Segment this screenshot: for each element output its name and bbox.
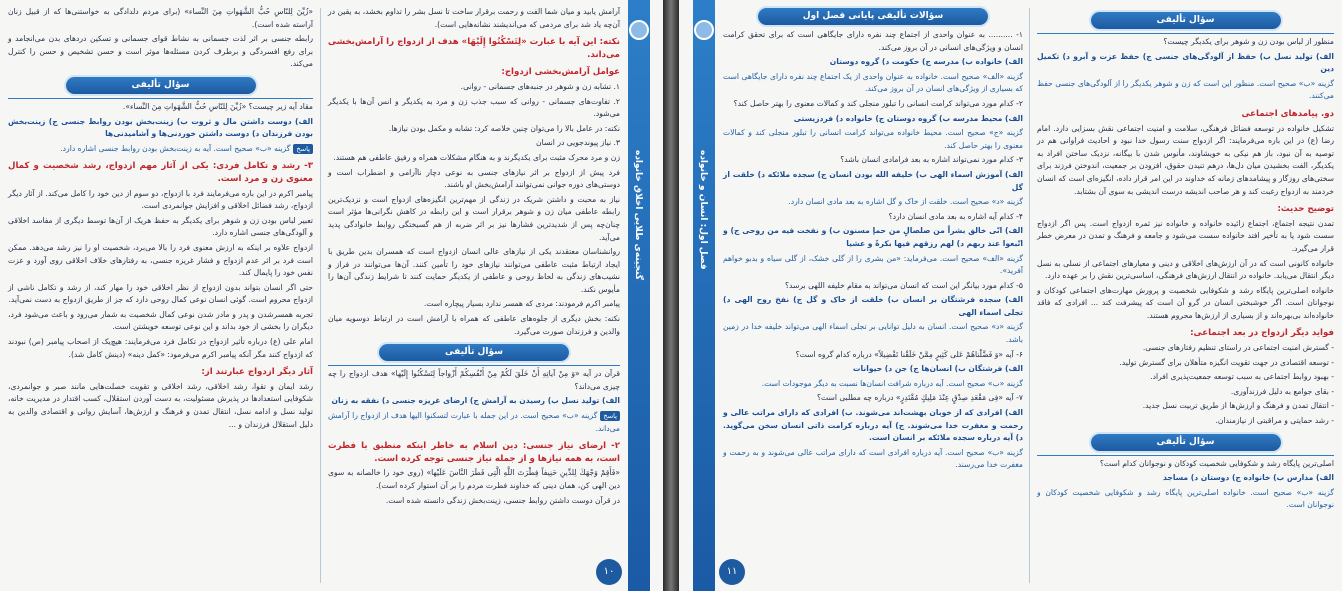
answer-options: الف) تولید نسل ب) رسیدن به آرامش ج) ارضای غریزه جنسی د) نفقه به زنان (331, 396, 620, 406)
paragraph: تعبیر لباس بودن زن و شوهر برای یکدیگر به حفظ هریک از آن‌ها توسط دیگری از مفاسد اخلاقی و آلودگی‌های جنسی اشاره دارد. (8, 215, 313, 238)
chapter-side-band (693, 0, 715, 591)
question: منظور از لباس بودن زن و شوهر برای یکدیگر چیست؟ (1163, 37, 1334, 46)
book-gutter (663, 0, 679, 591)
section-heading: ۳- رشد و تکامل فردی: یکی از آثار مهم ازدواج، رشد شخصیت و کمال معنوی زن و مرد است. (8, 161, 313, 184)
paragraph: پیامبر اکرم فرمودند: مردی که همسر ندارد بسیار پیچاره است. (423, 299, 620, 309)
page-right (679, 0, 1342, 591)
answer-text: گزینه «ب» صحیح است. آیه به زینت‌بخش بودن روابط جنسی اشاره دارد. (60, 143, 291, 153)
paragraph: آرامش یابید و میان شما الفت و رحمت برقرار ساخت تا نسل بشر را تداوم بخشد، به یقین در آن‌چه یاد شد برای مردمی که می‌اندیشند نشانه‌هایی است). (328, 7, 620, 29)
question: ۷- آیه «فِی مَقْعَدِ صِدْقٍ عِنْدَ مَلِیكٍ مُقْتَدِرٍ» درباره چه مطلبی است؟ (816, 393, 1023, 403)
note: نکته: در عامل بالا را می‌توان چنین خلاصه کرد: تشابه و مکمل بودن نیازها. (388, 123, 620, 133)
paragraph: ۲. تفاوت‌های جسمانی - روانی که سبب جذب زن و مرد به یکدیگر و انس آن‌ها با یکدیگر می‌شود. (328, 96, 620, 119)
page-number: ۱۱ (719, 559, 745, 585)
list-item: - انتقال تمدن و فرهنگ و ارزش‌ها از طریق تربیت نسل جدید. (1142, 401, 1334, 411)
section-pill: سؤال تألیفی (66, 77, 256, 94)
paragraph: امام علی (ع) درباره تأثیر ازدواج در تکامل فرد می‌فرمایند: هیچ‌یک از اصحاب پیامبر (ص) نبودند که ازدواج کنند مگر آنکه پیامبر اکرم می‌فرمود: «کمل دینه» (دینش کامل شد). (8, 337, 313, 359)
page-left (0, 0, 663, 591)
list-item: - بقای جوامع به دلیل فرزندآوری. (1230, 386, 1334, 396)
column-divider (320, 8, 321, 583)
answer-text: گزینه «ب» صحیح است. خانواده اصلی‌ترین پایگاه رشد و شکوفایی شخصیت کودکان و نوجوانان است. (1037, 487, 1334, 510)
paragraph: زن و مرد محرک مثبت برای یکدیگرند و به هنگام مشکلات همراه و رفیق عاطفی هم هستند. (333, 152, 620, 162)
section-heading: ۲- ارضای نیاز جنسی: دین اسلام به خاطر اینکه منطبق با فطرت است، به همه نیازها و از جمله نیاز جنسی توجه کرده است. (328, 441, 620, 464)
list-item: - گسترش امنیت اجتماعی در راستای تنظیم رفتارهای جنسی. (1142, 343, 1334, 353)
list-item: - بهبود روابط اجتماعی به سبب توسعه جمعیت‌پذیری افراد. (1150, 372, 1334, 382)
logo-icon (629, 20, 649, 40)
question-box (8, 98, 313, 155)
answer-text: گزینه «ب» صحیح است. در این جمله با عبارت لتسکنوا الیها هدف از ازدواج را آرامش می‌داند. (328, 411, 620, 433)
answer-tag: پاسخ (600, 411, 620, 421)
answer-text: گزینه «ب» صحیح است. آیه درباره شرافت انسان‌ها نسبت به دیگر موجودات است. (761, 378, 1023, 388)
side-label: گنجینه‌ی طلایی اخلاق خانواده (633, 150, 643, 280)
list-item: - رشد حمایتی و مراقبتی از نیازمندان. (1215, 416, 1334, 426)
paragraph: خانواده کانونی است که در آن ارزش‌های اخلاقی و دینی و معیارهای اجتماعی از نسلی به نسل دیگر انتقال می‌یابد. خانواده در انتقال ارزش‌های فرهنگی، اساسی‌ترین نقش را بر عهده دارد. (1037, 258, 1334, 281)
right-outer-column (1037, 6, 1334, 514)
answer-tag: پاسخ (293, 144, 313, 154)
answer-text: گزینه «ج» صحیح است. محیط خانواده می‌تواند کرامت انسانی را تبلور منجلی کند و کمالات معنوی را بهتر حاصل کند. (723, 128, 1023, 150)
paragraph: ۳. نیاز پیوندجویی در انسان (536, 138, 620, 148)
paragraph: ۱. تشابه زن و شوهر در جنبه‌های جسمانی - روانی. (460, 81, 620, 91)
left-inner-column (328, 6, 620, 509)
answer-options: الف) سجده فرشتگان بر انسان ب) خلقت از خاک و گل ج) نفخ روح الهی د) تجلی اسماء الهی (723, 295, 1023, 317)
paragraph: تمدن نتیجه اجتماع، اجتماع زائیده خانواده و خانواده نیز ثمره ازدواج است. پس اگر ازدواج سست شود یا به تأخیر افتد خانواده سست می‌شود و جامعه و فرهنگ و تمدن در معرض خطر قرار می‌گیرد. (1037, 218, 1334, 253)
question-box (328, 365, 620, 435)
paragraph: تشکیل خانواده در توسعه فضائل فرهنگی، سلامت و امنیت اجتماعی نقش بسزایی دارد. امام رضا (ع) در این باره می‌فرمایند: اگر ازدواج سنت رسول خدا نبود و احادیث فراوانی هم در توصیه به آن نبود، باز هم نیکی به خویشاوند، مأنوس شدن با بیگانه، نزدیک ساختن افراد به یکدیگر، الفت بخشیدن میان دل‌ها، درهم تنیدن حقوق، افزودن بر جمعیت، اندوختن فرزند برای سختی‌های روزگار و پیشامدهای زمانه که خداوند در این امر قرار داده، انگیزه‌ای است که انسان خردمند به ازدواج رغبت کند و هر صاحب اندیشه درست اندیشی به سوی آن بشتابد. (1037, 123, 1334, 196)
side-label: فصل اول: انسان و خانواده (698, 150, 708, 270)
note: نکته: این آیه با عبارت «لِتَسْكُنُوا إِلَيْهَا» هدف از ازدواج را آرامش‌بخشی می‌داند. (328, 37, 620, 60)
question: ۶- آیه «وَ فَضَّلْناهُمْ عَلی كَثِیرٍ مِمَّنْ خَلَقْنا تَفْضِیلاً» درباره کدام گروه است؟ (795, 349, 1023, 359)
question-box (1037, 455, 1334, 512)
question: ۱- .......... به عنوان واحدی از اجتماع چند نفره دارای جایگاهی است که برای تحقق کرامت انسان و ویژگی‌های انسانی در آن بروز می‌کند. (723, 30, 1023, 52)
question: ۴- کدام آیه اشاره به بعد مادی انسان دارد؟ (888, 211, 1023, 221)
section-pill: سؤال تألیفی (1091, 12, 1281, 29)
column-divider (1029, 8, 1030, 583)
answer-options: الف) افرادی که از خوبان بهشت‌اند می‌شوند. ب) افرادی که دارای مراتب عالی و رحمت و مغفرت خدا می‌شوند. ج) آیه درباره کرامت ذاتی انسان سخن می‌گوید. د) آیه درباره سجده ملائکه بر انسان است. (723, 408, 1023, 443)
question: مقاد آیه زیر چیست؟ «زُیِّنَ لِلنّاسِ حُبُّ الشَّهَواتِ مِنَ النِّساء». (122, 101, 313, 111)
paragraph: ازدواج علاوه بر اینکه به ارزش معنوی فرد را بالا می‌برد، شخصیت او را نیز رشد می‌دهد. ممکن است فرد بر اثر عدم ازدواج و فشار غریزه جنسی، به رفتارهای خلاف اخلاقی روی آورد و عزت نفس خود را پایمال کند. (8, 242, 313, 278)
paragraph: رابطه جنسی بر اثر لذت جسمانی به نشاط قوای جسمانی و تسکین دردهای بدن می‌انجامد و برای رفع افسردگی و برطرف کردن مسئله‌ها موثر است و حسن تشخیص و حسن را کنترل می‌کند. (8, 34, 313, 69)
answer-options: الف) آموزش اسماء الهی ب) خلیفه الله بودن انسان ج) سجده ملائکه د) خلقت از گل (723, 169, 1023, 192)
paragraph: فرد پیش از ازدواج بر اثر نیازهای جنسی به نوعی دچار ناآرامی و اضطراب است و دوستی‌های دوره جوانی نمی‌توانند آرامش‌بخش او باشند. (328, 167, 620, 190)
list-item: - توسعه اقتصادی در جهت تقویت انگیزه متأهلان برای گسترش تولید. (1119, 357, 1334, 367)
logo-icon (694, 20, 714, 40)
answer-text: گزینه «الف» صحیح است. می‌فرماید: «من بشری را از گلی خشک، از گلی سیاه و بدبو خواهم آفرید». (723, 253, 1023, 276)
section-pill: سؤال تألیفی (1091, 434, 1281, 451)
question: اصلی‌ترین پایگاه رشد و شکوفایی شخصیت کودکان و نوجوانان کدام است؟ (1099, 458, 1334, 468)
paragraph: «زُیِّنَ لِلنّاسِ حُبُّ الشَّهَواتِ مِنَ النِّساء» (برای مردم دلدادگی به خواستنی‌ها که از قبیل زنان آراسته شده است). (8, 7, 313, 29)
answer-text: گزینه «الف» صحیح است. خانواده به عنوان واحدی از یک اجتماع چند نفره دارای جایگاهی است که بسیاری از ویژگی‌های انسان در آن بروز می‌کند. (723, 71, 1023, 94)
paragraph: «فَأَقِمْ وَجْهَكَ لِلدِّینِ حَنِیفاً فِطْرَتَ اللَّهِ الَّتِی فَطَرَ النَّاسَ عَلَیْها» (روی خود را خالصانه به سوی دین الهی کن، همان دینی که خداوند فطرت مردم را بر آن استوار کرده است). (328, 468, 620, 490)
answer-options: الف) تولید نسل ب) حفظ از آلودگی‌های جنسی ج) حفظ عزت و آبرو د) تکمیل دین (1037, 51, 1334, 74)
answer-options: الف) انّی خالق بشراً من صلصالٍ من حمإ مسنون ب) و نفخت فیه من روحی ج) و اتّبعوا عند ربهم د) لهم رزقهم فیها بکرةً و عشیا (723, 226, 1023, 248)
page-number: ۱۰ (596, 559, 622, 585)
chapter-side-band (628, 0, 650, 591)
section-heading: آثار دیگر ازدواج عبارتند از: (201, 367, 313, 378)
question-box (1037, 33, 1334, 103)
right-inner-column (723, 6, 1023, 474)
question: ۲- کدام مورد می‌تواند کرامت انسانی را تبلور منجلی کند و کمالات معنوی را بهتر حاصل کند؟ (733, 98, 1023, 108)
answer-options: الف) مدارس ب) خانواده ج) دوستان د) مساجد (1162, 473, 1334, 483)
answer-text: گزینه «د» صحیح است. انسان به دلیل توانایی بر تجلی اسماء الهی می‌تواند خلیفه خدا در زمین باشد. (723, 322, 1023, 345)
section-heading: دو. پیامدهای اجتماعی (1241, 108, 1334, 119)
note: نکته: بخش دیگری از جلوه‌های عاطفی که همراه با آرامش است در ارتباط دوسویه میان والدین و فرزندان صورت می‌گیرد. (328, 314, 620, 336)
answer-options: الف) فرشتگان ب) انسان‌ها ج) جن د) حیوانات (852, 364, 1023, 374)
paragraph: تجربه همسرشدن و پدر و مادر شدن نوعی کمال شخصیت به شمار می‌رود و باعث می‌شود فرد، دیگران را بخشی از خود بداند و این نوعی توسعه خویشتن است. (8, 309, 313, 332)
question: ۳- کدام مورد نمی‌تواند اشاره به بعد فرامادی انسان باشد؟ (840, 155, 1023, 165)
answer-options: الف) خانواده ب) مدرسه ج) حکومت د) گروه دوستان (829, 57, 1023, 67)
paragraph: حتی اگر انسان بتواند بدون ازدواج از نظر اخلاقی خود را مهار کند، از رشد و تکامل ناشی از ازدواج محروم است. گوئی انسان نوعی کمال روحی دارد که جز از طریق ازدواج به دست نمی‌آید. (8, 282, 313, 305)
section-pill: سؤالات تألیفی پایانی فصل اول (758, 8, 988, 25)
paragraph: نیاز به محبت و داشتن شریک در زندگی از مهم‌ترین انگیزه‌های ازدواج است و نزدیک‌ترین رابطه عاطفی میان زن و شوهر برقرار است و این رابطه در کاهش نگرانی‌ها مؤثر است چنان‌چه پس از شدیدترین فشارها نیز بر اثر ضربه از هم گسیختگی روابط خانوادگی پدید می‌آید. (328, 194, 620, 242)
paragraph: خانواده اصلی‌ترین پایگاه رشد و شکوفایی شخصیت و پرورش مهارت‌های اجتماعی کودکان و نوجوانان است. اگر خوشبختی انسان در گرو آن است که پیشرفت کند ... افرادی که فاقد خانواده‌اند بی‌بهره‌اند و از بسیاری از ارزش‌ها محروم هستند. (1037, 285, 1334, 320)
paragraph: روانشناسان معتقدند یکی از نیازهای عالی انسان ازدواج است که همسران بدین طریق با ایجاد ارتباط مثبت عاطفی می‌توانند نیازهای خود را تأمین کنند. آن‌ها می‌توانند در فراز و نشیب‌های زندگی به لحاظ روحی و عاطفی از یکدیگر حمایت کنند تا شرایط زندگی آن‌ها را مأیوس نکند. (328, 247, 620, 294)
section-heading: عوامل آرامش‌بخشی ازدواج: (501, 67, 620, 78)
paragraph: در قرآن دوست داشتن روابط جنسی، زینت‌بخش زندگی دانسته شده است. (385, 495, 620, 505)
section-heading: توضیح حدیث: (1277, 204, 1334, 215)
paragraph: رشد ایمان و تقوا، رشد اخلاقی، رشد اخلاقی و تقویت خصلت‌هایی مانند صبر و جوانمردی، شکوفایی استعدادها در پذیرش مسئولیت، به دست آوردن استقلال، کسب اقتدار در مدیریت خانه، تولید نسل و ادامه نسل، انتقال تمدن و فرهنگ و ارزش‌ها، آسایش روانی و اقتصادی والدین به دلیل استقلال فرزندان و ... (8, 381, 313, 429)
answer-text: گزینه «ب» صحیح است. منظور این است که زن و شوهر یکدیگر را از آلودگی‌های جنسی حفظ می‌کنند. (1037, 78, 1334, 101)
question: ۵- کدام مورد بیانگر این است که انسان می‌تواند به مقام خلیفه اللهی برسد؟ (784, 280, 1023, 290)
answer-options: الف) محیط مدرسه ب) گروه دوستان ج) خانواده د) فردزیستی (793, 113, 1023, 123)
question: قرآن در آیه «وَ مِنْ آیاتِهِ أَنْ خَلَقَ لَكُمْ مِنْ أَنْفُسِكُمْ أَزْواجاً لِتَسْكُنُوا إِلَیْها» هدف ازدواج را چه چیزی می‌داند؟ (328, 369, 620, 391)
section-pill: سؤال تألیفی (379, 344, 569, 361)
paragraph: پیامبر اکرم در این باره می‌فرمایند فرد با ازدواج، دو سوم از دین خود را کامل می‌کند. از آثار دیگر ازدواج، رشد فضائل اخلاقی و افزایش جوانمردی است. (8, 188, 313, 211)
answer-text: گزینه «د» صحیح است. خلقت از خاک و گل اشاره به بعد مادی انسان دارد. (788, 197, 1023, 207)
answer-options: الف) دوست داشتن مال و ثروت ب) زینت‌بخش بودن روابط جنسی ج) زینت‌بخش بودن فرزندان د) دوست داشتن خوردنی‌ها و آشامیدنی‌ها (8, 116, 313, 139)
section-heading: فواید دیگر ازدواج در بعد اجتماعی: (1190, 328, 1334, 339)
answer-text: گزینه «ب» صحیح است. آیه درباره افرادی است که دارای مراتب عالی می‌شوند و به رحمت و مغفرت خدا می‌رسند. (723, 447, 1023, 470)
left-outer-column (8, 6, 313, 433)
